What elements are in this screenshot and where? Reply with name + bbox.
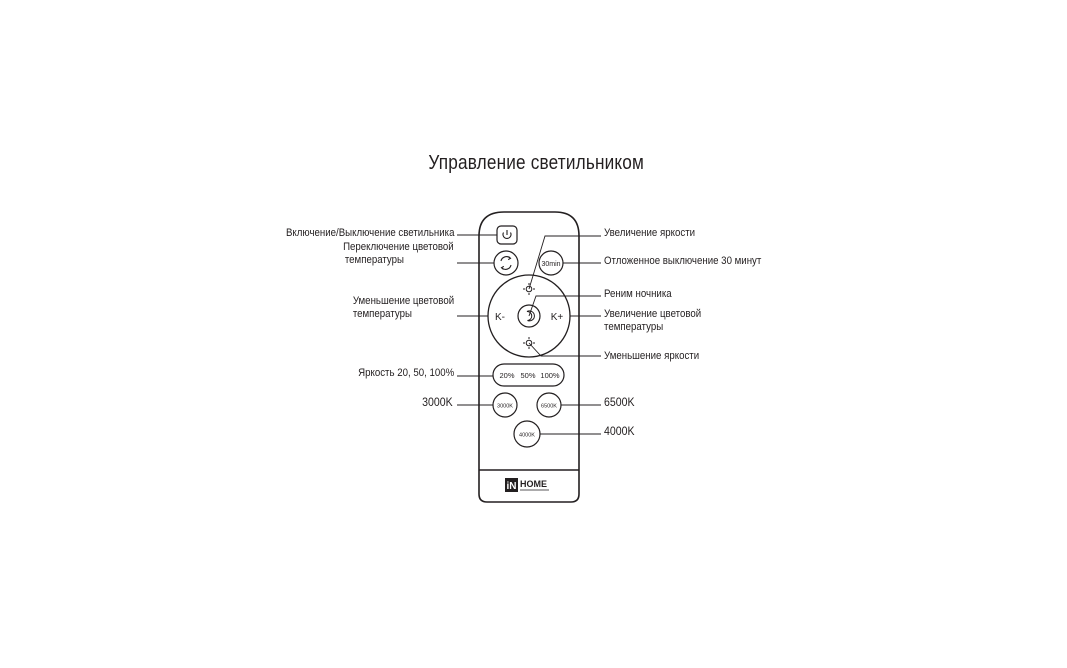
cycle-icon (501, 257, 511, 270)
k-plus-label[interactable]: K+ (550, 312, 564, 323)
brand-logo (505, 478, 549, 492)
preset-6500k-button[interactable] (537, 393, 561, 417)
label-decrease-temp-line1: Уменьшение цветовой (352, 295, 454, 307)
page-title: Управление светильником (428, 152, 645, 174)
label-delayed-off: Отложенное выключение 30 минут (604, 255, 762, 267)
preset-4000k-button[interactable] (514, 421, 540, 447)
power-button[interactable] (497, 226, 517, 244)
label-increase-temp-line1: Увеличение цветовой (604, 308, 702, 320)
timer-30min-button[interactable] (539, 251, 563, 275)
label-decrease-temp (353, 295, 454, 321)
brightness-presets-bar (493, 364, 564, 386)
power-icon (503, 230, 511, 238)
k-minus-label[interactable]: K- (495, 312, 505, 323)
label-power: Включение/Выключение светильника (285, 227, 454, 239)
label-preset-4000k: 4000K (604, 424, 635, 438)
label-brightness-up: Увеличение яркости (604, 227, 696, 239)
label-preset-3000k: 3000K (422, 395, 453, 409)
preset-3000k-button[interactable] (493, 393, 517, 417)
label-brightness-presets: Яркость 20, 50, 100% (357, 367, 454, 379)
label-switch-temp-line2: температуры (345, 254, 405, 266)
color-temp-switch-button[interactable] (494, 251, 518, 275)
preset-4000k-label: 4000K (519, 432, 535, 439)
label-switch-temp-line1: Переключение цветовой (343, 241, 454, 253)
brightness-20-button[interactable]: 20% (499, 371, 515, 380)
label-increase-temp (604, 308, 701, 334)
label-brightness-down: Уменьшение яркости (604, 350, 700, 362)
brand-logo-home: HOME (520, 479, 547, 489)
preset-3000k-label: 3000K (497, 403, 513, 410)
preset-6500k-label: 6500K (541, 403, 557, 410)
brand-logo-in: iN (506, 481, 517, 492)
label-increase-temp-line2: температуры (604, 321, 664, 333)
brightness-100-button[interactable]: 100% (540, 371, 560, 380)
label-night-mode: Реним ночника (604, 288, 672, 300)
label-switch-temp (343, 241, 454, 267)
label-decrease-temp-line2: температуры (352, 308, 412, 320)
label-preset-6500k: 6500K (604, 395, 635, 409)
timer-30min-label: 30min (541, 261, 561, 268)
brightness-50-button[interactable]: 50% (520, 371, 536, 380)
